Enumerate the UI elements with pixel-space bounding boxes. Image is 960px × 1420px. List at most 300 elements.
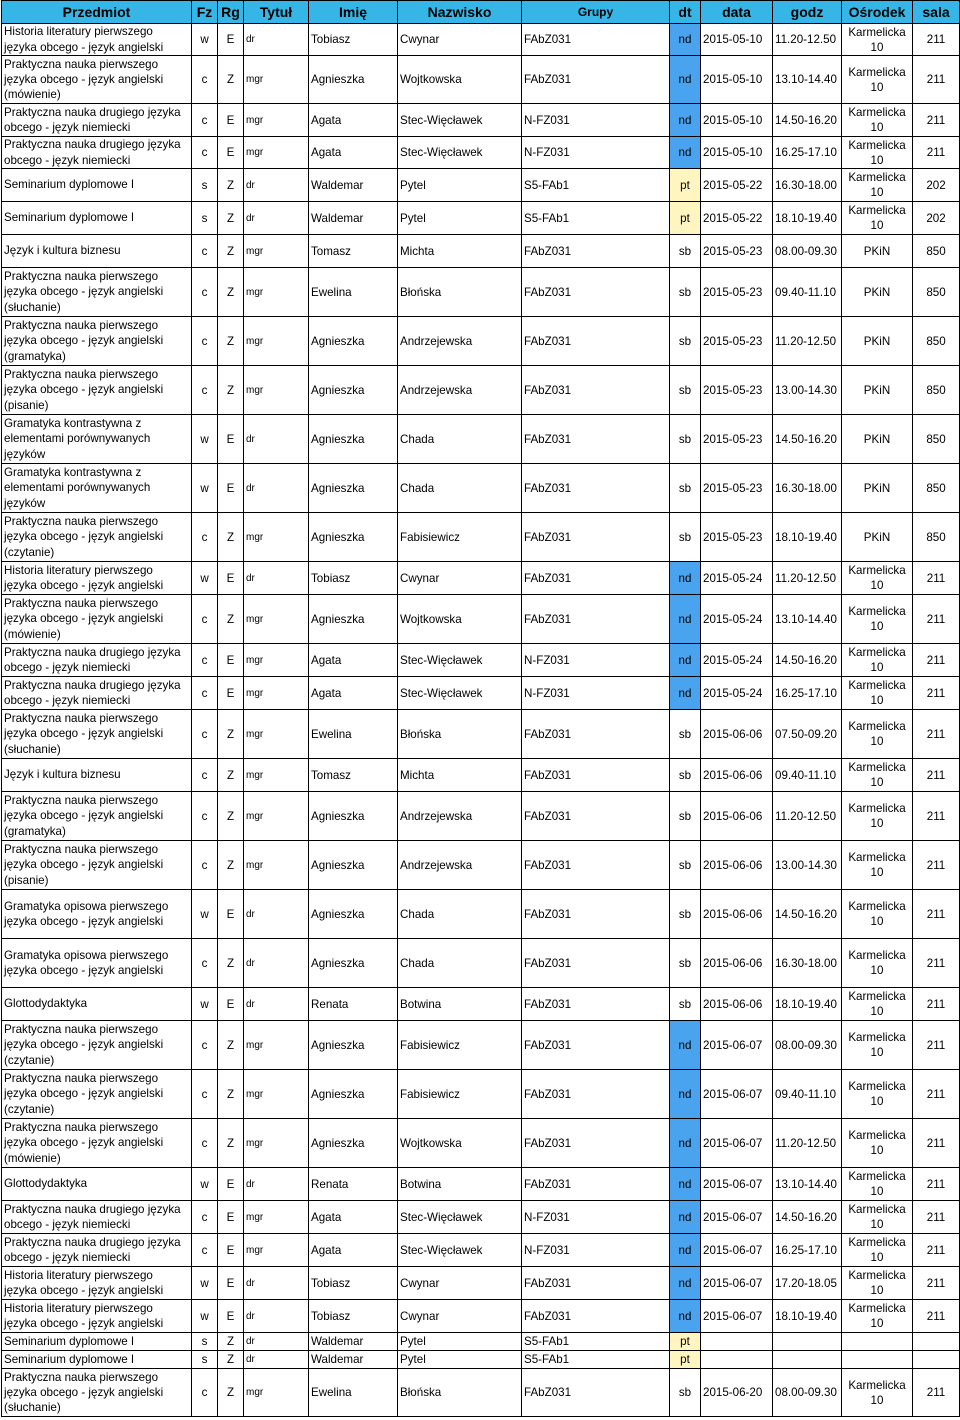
title-cell: mgr [244,677,309,710]
room-cell: 211 [913,1021,960,1070]
fz-cell: c [192,317,218,366]
room-cell: 211 [913,1168,960,1201]
table-row [2,595,960,644]
schedule-table [1,0,960,1417]
time-cell: 13.10-14.40 [773,56,842,104]
room-cell: 211 [913,104,960,137]
date-cell: 2015-05-10 [701,137,773,169]
subject-cell: Praktyczna nauka pierwszego języka obcego - język angielski (czytanie) [2,1070,192,1119]
center-cell: Karmelicka 10 [842,677,913,710]
day-cell: nd [670,137,701,169]
table-row [2,1267,960,1300]
fz-cell: w [192,988,218,1021]
room-cell: 211 [913,1119,960,1168]
time-cell: 14.50-16.20 [773,415,842,464]
fz-cell: w [192,1300,218,1333]
col-header-rg: Rg [218,1,244,24]
subject-cell: Historia literatury pierwszego języka obcego - język angielski [2,1300,192,1333]
day-cell: sb [670,415,701,464]
date-cell: 2015-05-24 [701,562,773,595]
title-cell: dr [244,1300,309,1333]
group-cell: FAbZ031 [522,268,670,317]
title-cell: mgr [244,644,309,677]
center-cell: Karmelicka 10 [842,759,913,792]
fz-cell: c [192,1119,218,1168]
title-cell: mgr [244,1234,309,1267]
date-cell: 2015-05-23 [701,235,773,268]
subject-cell: Historia literatury pierwszego języka obcego - język angielski [2,1267,192,1300]
date-cell: 2015-06-07 [701,1119,773,1168]
subject-cell: Praktyczna nauka drugiego języka obcego - język niemiecki [2,104,192,137]
last-name-cell: Cwynar [398,1267,522,1300]
rg-cell: E [218,677,244,710]
fz-cell: w [192,1267,218,1300]
time-cell: 16.25-17.10 [773,1234,842,1267]
time-cell: 09.40-11.10 [773,1070,842,1119]
first-name-cell: Agnieszka [309,366,398,415]
room-cell: 211 [913,1300,960,1333]
subject-cell: Język i kultura biznesu [2,235,192,268]
time-cell: 13.10-14.40 [773,595,842,644]
fz-cell: c [192,137,218,169]
table-row [2,202,960,235]
col-header-osrodek: Ośrodek [842,1,913,24]
date-cell: 2015-05-22 [701,202,773,235]
fz-cell: c [192,841,218,890]
table-row [2,268,960,317]
time-cell: 14.50-16.20 [773,890,842,939]
first-name-cell: Agata [309,1234,398,1267]
fz-cell: c [192,759,218,792]
rg-cell: E [218,1168,244,1201]
table-row [2,988,960,1021]
table-row [2,759,960,792]
rg-cell: Z [218,759,244,792]
last-name-cell: Stec-Więcławek [398,677,522,710]
table-row [2,1201,960,1234]
group-cell: FAbZ031 [522,56,670,104]
table-row [2,677,960,710]
last-name-cell: Fabisiewicz [398,513,522,562]
fz-cell: c [192,1021,218,1070]
room-cell: 211 [913,644,960,677]
center-cell: Karmelicka 10 [842,56,913,104]
table-row [2,1021,960,1070]
day-cell: pt [670,202,701,235]
title-cell: dr [244,1333,309,1351]
date-cell: 2015-06-20 [701,1369,773,1417]
room-cell: 211 [913,988,960,1021]
date-cell: 2015-06-07 [701,1021,773,1070]
subject-cell: Seminarium dyplomowe I [2,1333,192,1351]
fz-cell: w [192,1168,218,1201]
date-cell: 2015-06-07 [701,1300,773,1333]
day-cell: nd [670,104,701,137]
first-name-cell: Agata [309,1201,398,1234]
group-cell: FAbZ031 [522,415,670,464]
center-cell [842,1351,913,1369]
day-cell: pt [670,1333,701,1351]
first-name-cell: Agata [309,104,398,137]
rg-cell: Z [218,1070,244,1119]
date-cell: 2015-06-07 [701,1168,773,1201]
table-row [2,169,960,202]
first-name-cell: Agnieszka [309,317,398,366]
col-header-tytul: Tytuł [244,1,309,24]
time-cell: 18.10-19.40 [773,988,842,1021]
date-cell: 2015-05-10 [701,24,773,56]
time-cell: 13.00-14.30 [773,841,842,890]
fz-cell: s [192,1351,218,1369]
room-cell: 211 [913,710,960,759]
rg-cell: E [218,1234,244,1267]
subject-cell: Praktyczna nauka pierwszego języka obcego - język angielski (pisanie) [2,841,192,890]
col-header-sala: sala [913,1,960,24]
title-cell: mgr [244,792,309,841]
time-cell: 11.20-12.50 [773,317,842,366]
time-cell: 11.20-12.50 [773,792,842,841]
title-cell: mgr [244,1201,309,1234]
last-name-cell: Andrzejewska [398,317,522,366]
fz-cell: c [192,710,218,759]
title-cell: dr [244,202,309,235]
subject-cell: Język i kultura biznesu [2,759,192,792]
last-name-cell: Andrzejewska [398,366,522,415]
center-cell: Karmelicka 10 [842,595,913,644]
first-name-cell: Tobiasz [309,1300,398,1333]
first-name-cell: Agnieszka [309,792,398,841]
table-row [2,644,960,677]
first-name-cell: Ewelina [309,268,398,317]
title-cell: mgr [244,56,309,104]
title-cell: mgr [244,595,309,644]
day-cell: pt [670,1351,701,1369]
subject-cell: Seminarium dyplomowe I [2,202,192,235]
first-name-cell: Agnieszka [309,513,398,562]
table-row [2,104,960,137]
first-name-cell: Tobiasz [309,1267,398,1300]
title-cell: dr [244,415,309,464]
last-name-cell: Wojtkowska [398,595,522,644]
last-name-cell: Andrzejewska [398,841,522,890]
center-cell: PKiN [842,235,913,268]
group-cell: N-FZ031 [522,644,670,677]
first-name-cell: Tomasz [309,235,398,268]
fz-cell: s [192,1333,218,1351]
subject-cell: Praktyczna nauka drugiego języka obcego - język niemiecki [2,644,192,677]
first-name-cell: Tomasz [309,759,398,792]
table-row [2,890,960,939]
fz-cell: w [192,415,218,464]
center-cell: PKiN [842,268,913,317]
subject-cell: Historia literatury pierwszego języka obcego - język angielski [2,24,192,56]
subject-cell: Gramatyka kontrastywna z elementami porównywanych języków [2,415,192,464]
first-name-cell: Agnieszka [309,415,398,464]
fz-cell: w [192,890,218,939]
date-cell: 2015-06-06 [701,841,773,890]
subject-cell: Praktyczna nauka pierwszego języka obcego - język angielski (słuchanie) [2,1369,192,1417]
day-cell: nd [670,1021,701,1070]
first-name-cell: Agnieszka [309,939,398,988]
time-cell: 16.25-17.10 [773,137,842,169]
table-row [2,562,960,595]
center-cell: Karmelicka 10 [842,202,913,235]
date-cell: 2015-05-10 [701,56,773,104]
day-cell: sb [670,464,701,513]
table-row [2,1234,960,1267]
room-cell: 850 [913,415,960,464]
fz-cell: c [192,56,218,104]
last-name-cell: Stec-Więcławek [398,137,522,169]
table-row [2,1168,960,1201]
last-name-cell: Fabisiewicz [398,1070,522,1119]
center-cell: Karmelicka 10 [842,169,913,202]
fz-cell: c [192,513,218,562]
rg-cell: Z [218,235,244,268]
group-cell: FAbZ031 [522,595,670,644]
time-cell: 08.00-09.30 [773,1369,842,1417]
last-name-cell: Pytel [398,169,522,202]
title-cell: mgr [244,137,309,169]
group-cell: N-FZ031 [522,137,670,169]
time-cell [773,1333,842,1351]
rg-cell: Z [218,366,244,415]
fz-cell: c [192,792,218,841]
subject-cell: Praktyczna nauka pierwszego języka obcego - język angielski (mówienie) [2,595,192,644]
room-cell: 211 [913,24,960,56]
subject-cell: Praktyczna nauka pierwszego języka obcego - język angielski (pisanie) [2,366,192,415]
date-cell: 2015-06-06 [701,792,773,841]
last-name-cell: Stec-Więcławek [398,644,522,677]
time-cell: 14.50-16.20 [773,104,842,137]
room-cell: 850 [913,268,960,317]
center-cell [842,1333,913,1351]
time-cell: 18.10-19.40 [773,1300,842,1333]
fz-cell: c [192,268,218,317]
subject-cell: Gramatyka opisowa pierwszego języka obcego - język angielski [2,890,192,939]
room-cell: 211 [913,890,960,939]
first-name-cell: Ewelina [309,1369,398,1417]
date-cell: 2015-06-06 [701,759,773,792]
table-row [2,317,960,366]
time-cell: 14.50-16.20 [773,644,842,677]
time-cell: 07.50-09.20 [773,710,842,759]
fz-cell: c [192,1070,218,1119]
day-cell: nd [670,24,701,56]
col-header-grupy: Grupy [522,1,670,24]
first-name-cell: Agnieszka [309,464,398,513]
rg-cell: E [218,1267,244,1300]
first-name-cell: Renata [309,1168,398,1201]
group-cell: FAbZ031 [522,235,670,268]
room-cell: 211 [913,137,960,169]
time-cell: 18.10-19.40 [773,513,842,562]
col-header-fz: Fz [192,1,218,24]
subject-cell: Historia literatury pierwszego języka obcego - język angielski [2,562,192,595]
date-cell: 2015-06-07 [701,1234,773,1267]
date-cell: 2015-05-23 [701,464,773,513]
first-name-cell: Waldemar [309,169,398,202]
date-cell: 2015-05-23 [701,317,773,366]
day-cell: nd [670,1267,701,1300]
group-cell: S5-FAb1 [522,169,670,202]
day-cell: nd [670,1201,701,1234]
fz-cell: c [192,104,218,137]
title-cell: dr [244,169,309,202]
group-cell: FAbZ031 [522,366,670,415]
time-cell: 13.00-14.30 [773,366,842,415]
fz-cell: s [192,202,218,235]
time-cell: 09.40-11.10 [773,759,842,792]
fz-cell: c [192,1201,218,1234]
center-cell: Karmelicka 10 [842,1234,913,1267]
last-name-cell: Cwynar [398,24,522,56]
room-cell [913,1333,960,1351]
date-cell [701,1351,773,1369]
last-name-cell: Botwina [398,988,522,1021]
date-cell: 2015-05-23 [701,415,773,464]
last-name-cell: Botwina [398,1168,522,1201]
center-cell: PKiN [842,366,913,415]
center-cell: Karmelicka 10 [842,1201,913,1234]
first-name-cell: Agnieszka [309,56,398,104]
center-cell: Karmelicka 10 [842,1021,913,1070]
room-cell: 850 [913,366,960,415]
title-cell: mgr [244,1369,309,1417]
first-name-cell: Agnieszka [309,890,398,939]
table-row [2,366,960,415]
date-cell: 2015-05-10 [701,104,773,137]
col-header-imie: Imię [309,1,398,24]
table-row [2,1369,960,1417]
center-cell: PKiN [842,317,913,366]
first-name-cell: Ewelina [309,710,398,759]
table-row [2,56,960,104]
title-cell: dr [244,562,309,595]
header-row [2,1,960,24]
subject-cell: Praktyczna nauka drugiego języka obcego - język niemiecki [2,137,192,169]
first-name-cell: Renata [309,988,398,1021]
time-cell: 13.10-14.40 [773,1168,842,1201]
title-cell: mgr [244,841,309,890]
rg-cell: Z [218,595,244,644]
group-cell: FAbZ031 [522,1021,670,1070]
fz-cell: w [192,24,218,56]
day-cell: pt [670,169,701,202]
table-row [2,137,960,169]
day-cell: nd [670,1168,701,1201]
subject-cell: Seminarium dyplomowe I [2,1351,192,1369]
table-row [2,1333,960,1351]
first-name-cell: Agnieszka [309,1021,398,1070]
col-header-godz: godz [773,1,842,24]
rg-cell: Z [218,1351,244,1369]
table-row [2,939,960,988]
first-name-cell: Agata [309,677,398,710]
room-cell: 211 [913,1369,960,1417]
first-name-cell: Agnieszka [309,595,398,644]
rg-cell: Z [218,169,244,202]
subject-cell: Gramatyka kontrastywna z elementami porównywanych języków [2,464,192,513]
fz-cell: s [192,169,218,202]
last-name-cell: Fabisiewicz [398,1021,522,1070]
day-cell: sb [670,890,701,939]
subject-cell: Praktyczna nauka pierwszego języka obcego - język angielski (czytanie) [2,513,192,562]
date-cell: 2015-05-24 [701,677,773,710]
room-cell: 211 [913,595,960,644]
fz-cell: c [192,677,218,710]
first-name-cell: Waldemar [309,1333,398,1351]
title-cell: mgr [244,317,309,366]
date-cell: 2015-05-23 [701,366,773,415]
rg-cell: Z [218,1369,244,1417]
fz-cell: c [192,939,218,988]
room-cell: 211 [913,1267,960,1300]
center-cell: Karmelicka 10 [842,1267,913,1300]
group-cell: N-FZ031 [522,1234,670,1267]
room-cell: 850 [913,235,960,268]
group-cell: FAbZ031 [522,710,670,759]
day-cell: sb [670,1369,701,1417]
rg-cell: Z [218,792,244,841]
rg-cell: Z [218,317,244,366]
first-name-cell: Waldemar [309,1351,398,1369]
time-cell: 08.00-09.30 [773,1021,842,1070]
title-cell: mgr [244,104,309,137]
fz-cell: c [192,235,218,268]
subject-cell: Praktyczna nauka drugiego języka obcego - język niemiecki [2,1201,192,1234]
center-cell: Karmelicka 10 [842,792,913,841]
subject-cell: Glottodydaktyka [2,988,192,1021]
subject-cell: Praktyczna nauka pierwszego języka obcego - język angielski (gramatyka) [2,792,192,841]
subject-cell: Praktyczna nauka drugiego języka obcego - język niemiecki [2,1234,192,1267]
room-cell: 211 [913,562,960,595]
day-cell: nd [670,562,701,595]
rg-cell: E [218,562,244,595]
group-cell: S5-FAb1 [522,1333,670,1351]
rg-cell: Z [218,710,244,759]
group-cell: FAbZ031 [522,988,670,1021]
day-cell: sb [670,710,701,759]
day-cell: sb [670,317,701,366]
last-name-cell: Wojtkowska [398,1119,522,1168]
first-name-cell: Agnieszka [309,1119,398,1168]
subject-cell: Gramatyka opisowa pierwszego języka obcego - język angielski [2,939,192,988]
title-cell: mgr [244,1119,309,1168]
center-cell: Karmelicka 10 [842,1119,913,1168]
day-cell: sb [670,988,701,1021]
time-cell: 08.00-09.30 [773,235,842,268]
group-cell: FAbZ031 [522,1300,670,1333]
group-cell: FAbZ031 [522,1267,670,1300]
date-cell: 2015-06-06 [701,710,773,759]
center-cell: PKiN [842,415,913,464]
table-row [2,1351,960,1369]
time-cell: 18.10-19.40 [773,202,842,235]
rg-cell: Z [218,202,244,235]
subject-cell: Praktyczna nauka drugiego języka obcego - język niemiecki [2,677,192,710]
group-cell: FAbZ031 [522,939,670,988]
title-cell: dr [244,24,309,56]
center-cell: Karmelicka 10 [842,890,913,939]
subject-cell: Seminarium dyplomowe I [2,169,192,202]
room-cell: 202 [913,202,960,235]
day-cell: nd [670,644,701,677]
table-row [2,513,960,562]
title-cell: dr [244,464,309,513]
center-cell: Karmelicka 10 [842,1168,913,1201]
time-cell: 11.20-12.50 [773,1119,842,1168]
